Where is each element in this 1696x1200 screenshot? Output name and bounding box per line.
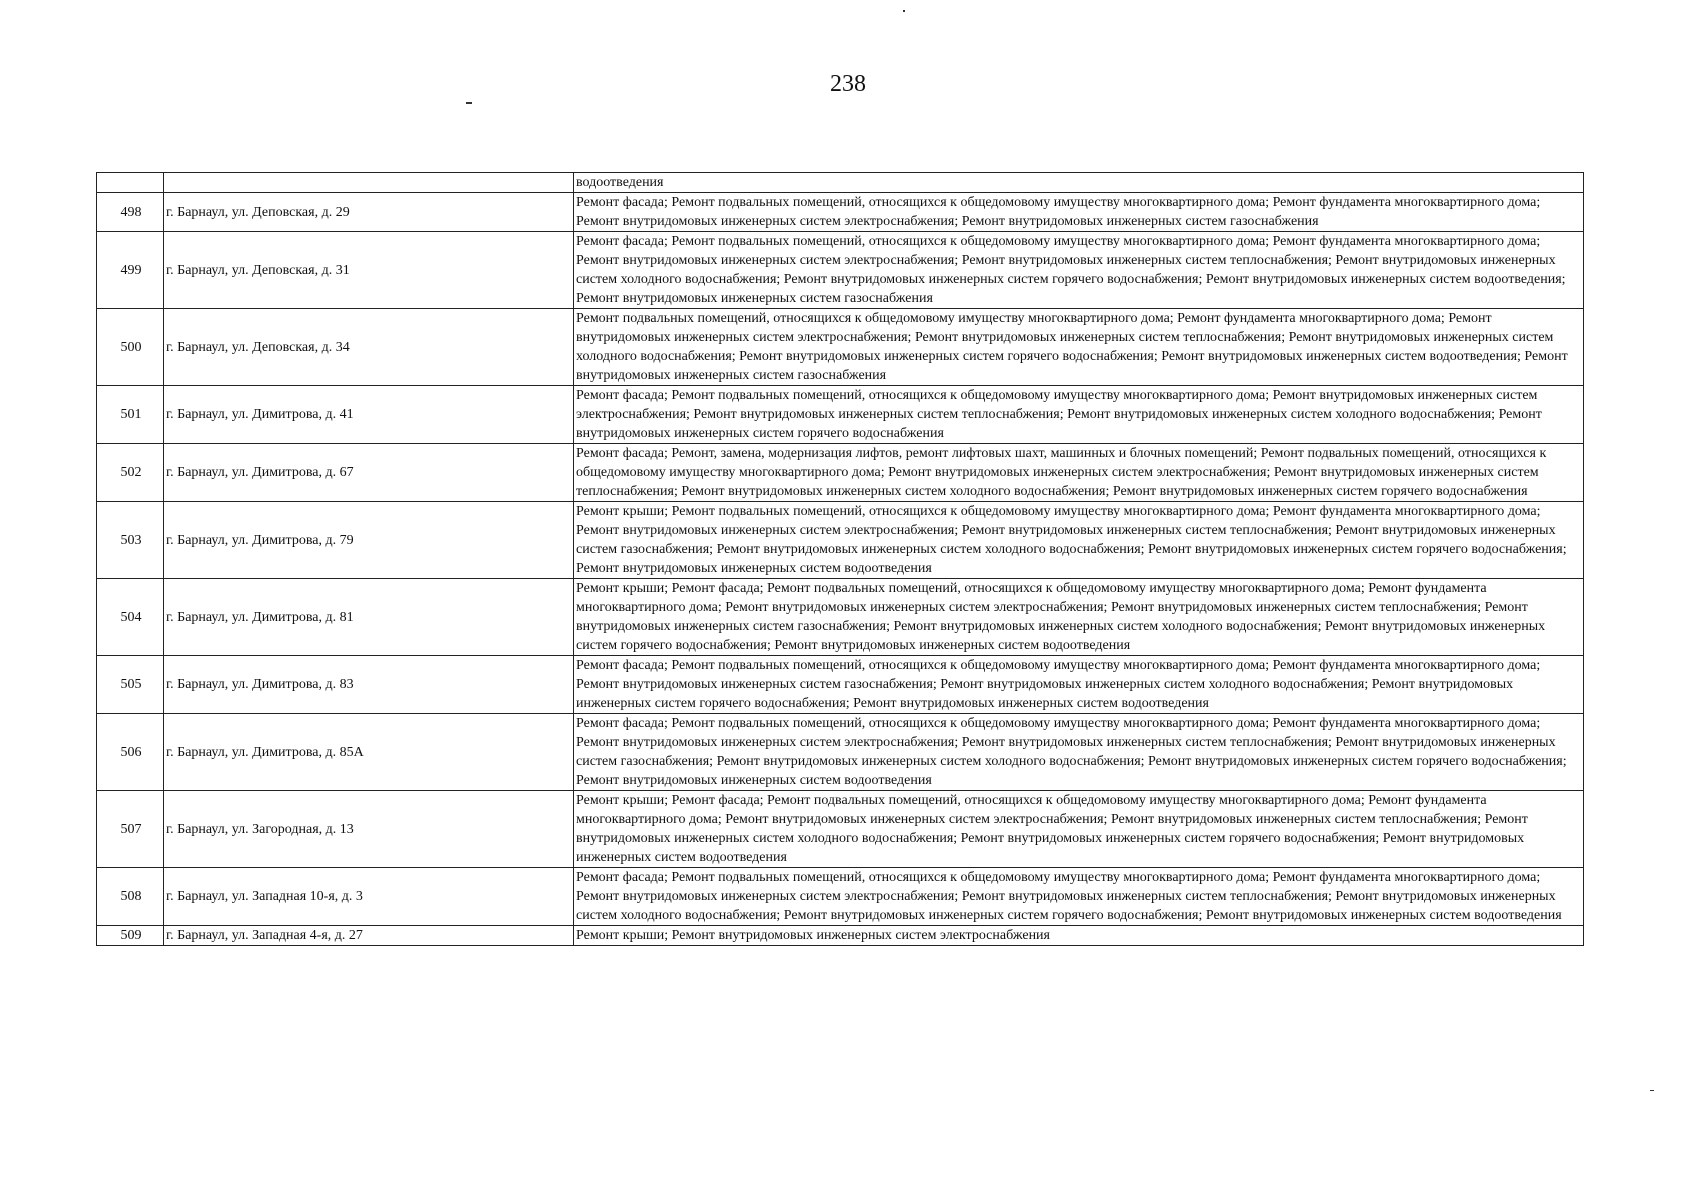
table-row [97, 444, 1584, 502]
works-cell: Ремонт фасада; Ремонт подвальных помещений, относящихся к общедомовому имуществу многоквартирного дома; Ремонт фундамента многоквартирного дома; Ремонт внутридомовых инженерных систем электроснабжения; Ремонт внутридомовых инженерных систем теплоснабжения; Ремонт внутридомовых инженерных систем холодного водоснабжения; Ремонт внутридомовых инженерных систем горячего водоснабжения; Ремонт внутридомовых инженерных систем водоотведения [574, 868, 1584, 926]
works-cell: Ремонт фасада; Ремонт подвальных помещений, относящихся к общедомовому имуществу многоквартирного дома; Ремонт внутридомовых инженерных систем электроснабжения; Ремонт внутридомовых инженерных систем теплоснабжения; Ремонт внутридомовых инженерных систем холодного водоснабжения; Ремонт внутридомовых инженерных систем горячего водоснабжения [574, 386, 1584, 444]
table-row [97, 714, 1584, 791]
works-cell: Ремонт фасада; Ремонт подвальных помещений, относящихся к общедомовому имуществу многоквартирного дома; Ремонт фундамента многоквартирного дома; Ремонт внутридомовых инженерных систем электроснабжения; Ремонт внутридомовых инженерных систем газоснабжения [574, 193, 1584, 232]
row-number-cell: 501 [97, 386, 164, 444]
table-row [97, 502, 1584, 579]
address-cell: г. Барнаул, ул. Деповская, д. 29 [164, 193, 574, 232]
works-cell: Ремонт фасада; Ремонт, замена, модернизация лифтов, ремонт лифтовых шахт, машинных и блочных помещений; Ремонт подвальных помещений, относящихся к общедомовому имуществу многоквартирного дома; Ремонт внутридомовых инженерных систем электроснабжения; Ремонт внутридомовых инженерных систем теплоснабжения; Ремонт внутридомовых инженерных систем холодного водоснабжения; Ремонт внутридомовых инженерных систем горячего водоснабжения [574, 444, 1584, 502]
row-number-cell: 498 [97, 193, 164, 232]
row-number-cell: 502 [97, 444, 164, 502]
scan-artifact-mark [466, 102, 472, 104]
table-row-continuation [97, 173, 1584, 193]
row-number-cell: 499 [97, 232, 164, 309]
repair-works-table [96, 172, 1584, 946]
address-cell [164, 173, 574, 193]
table-row [97, 926, 1584, 946]
address-cell: г. Барнаул, ул. Димитрова, д. 85А [164, 714, 574, 791]
table-row [97, 868, 1584, 926]
works-cell: Ремонт подвальных помещений, относящихся к общедомовому имуществу многоквартирного дома; Ремонт фундамента многоквартирного дома; Ремонт внутридомовых инженерных систем электроснабжения; Ремонт внутридомовых инженерных систем теплоснабжения; Ремонт внутридомовых инженерных систем холодного водоснабжения; Ремонт внутридомовых инженерных систем горячего водоснабжения; Ремонт внутридомовых инженерных систем водоотведения; Ремонт внутридомовых инженерных систем газоснабжения [574, 309, 1584, 386]
row-number-cell: 506 [97, 714, 164, 791]
address-cell: г. Барнаул, ул. Димитрова, д. 41 [164, 386, 574, 444]
row-number-cell: 500 [97, 309, 164, 386]
address-cell: г. Барнаул, ул. Димитрова, д. 67 [164, 444, 574, 502]
row-number-cell: 503 [97, 502, 164, 579]
works-cell: Ремонт фасада; Ремонт подвальных помещений, относящихся к общедомовому имуществу многоквартирного дома; Ремонт фундамента многоквартирного дома; Ремонт внутридомовых инженерных систем электроснабжения; Ремонт внутридомовых инженерных систем теплоснабжения; Ремонт внутридомовых инженерных систем холодного водоснабжения; Ремонт внутридомовых инженерных систем горячего водоснабжения; Ремонт внутридомовых инженерных систем водоотведения; Ремонт внутридомовых инженерных систем газоснабжения [574, 232, 1584, 309]
address-cell: г. Барнаул, ул. Западная 4-я, д. 27 [164, 926, 574, 946]
works-cell: водоотведения [574, 173, 1584, 193]
works-cell: Ремонт крыши; Ремонт внутридомовых инженерных систем электроснабжения [574, 926, 1584, 946]
row-number-cell [97, 173, 164, 193]
row-number-cell: 509 [97, 926, 164, 946]
scan-artifact-mark [1650, 1090, 1654, 1091]
table-row [97, 193, 1584, 232]
address-cell: г. Барнаул, ул. Димитрова, д. 79 [164, 502, 574, 579]
row-number-cell: 505 [97, 656, 164, 714]
works-cell: Ремонт фасада; Ремонт подвальных помещений, относящихся к общедомовому имуществу многоквартирного дома; Ремонт фундамента многоквартирного дома; Ремонт внутридомовых инженерных систем электроснабжения; Ремонт внутридомовых инженерных систем теплоснабжения; Ремонт внутридомовых инженерных систем газоснабжения; Ремонт внутридомовых инженерных систем холодного водоснабжения; Ремонт внутридомовых инженерных систем горячего водоснабжения; Ремонт внутридомовых инженерных систем водоотведения [574, 714, 1584, 791]
address-cell: г. Барнаул, ул. Димитрова, д. 81 [164, 579, 574, 656]
address-cell: г. Барнаул, ул. Димитрова, д. 83 [164, 656, 574, 714]
page-number: 238 [830, 71, 866, 97]
table-row [97, 791, 1584, 868]
works-cell: Ремонт крыши; Ремонт подвальных помещений, относящихся к общедомовому имуществу многоквартирного дома; Ремонт фундамента многоквартирного дома; Ремонт внутридомовых инженерных систем электроснабжения; Ремонт внутридомовых инженерных систем теплоснабжения; Ремонт внутридомовых инженерных систем газоснабжения; Ремонт внутридомовых инженерных систем холодного водоснабжения; Ремонт внутридомовых инженерных систем горячего водоснабжения; Ремонт внутридомовых инженерных систем водоотведения [574, 502, 1584, 579]
address-cell: г. Барнаул, ул. Деповская, д. 31 [164, 232, 574, 309]
table-row [97, 232, 1584, 309]
row-number-cell: 507 [97, 791, 164, 868]
table-row [97, 579, 1584, 656]
table-row [97, 309, 1584, 386]
works-cell: Ремонт фасада; Ремонт подвальных помещений, относящихся к общедомовому имуществу многоквартирного дома; Ремонт фундамента многоквартирного дома; Ремонт внутридомовых инженерных систем газоснабжения; Ремонт внутридомовых инженерных систем холодного водоснабжения; Ремонт внутридомовых инженерных систем горячего водоснабжения; Ремонт внутридомовых инженерных систем водоотведения [574, 656, 1584, 714]
row-number-cell: 508 [97, 868, 164, 926]
works-cell: Ремонт крыши; Ремонт фасада; Ремонт подвальных помещений, относящихся к общедомовому имуществу многоквартирного дома; Ремонт фундамента многоквартирного дома; Ремонт внутридомовых инженерных систем электроснабжения; Ремонт внутридомовых инженерных систем теплоснабжения; Ремонт внутридомовых инженерных систем газоснабжения; Ремонт внутридомовых инженерных систем холодного водоснабжения; Ремонт внутридомовых инженерных систем горячего водоснабжения; Ремонт внутридомовых инженерных систем водоотведения [574, 579, 1584, 656]
scan-artifact-mark [903, 10, 905, 12]
works-cell: Ремонт крыши; Ремонт фасада; Ремонт подвальных помещений, относящихся к общедомовому имуществу многоквартирного дома; Ремонт фундамента многоквартирного дома; Ремонт внутридомовых инженерных систем электроснабжения; Ремонт внутридомовых инженерных систем теплоснабжения; Ремонт внутридомовых инженерных систем холодного водоснабжения; Ремонт внутридомовых инженерных систем горячего водоснабжения; Ремонт внутридомовых инженерных систем водоотведения [574, 791, 1584, 868]
address-cell: г. Барнаул, ул. Деповская, д. 34 [164, 309, 574, 386]
row-number-cell: 504 [97, 579, 164, 656]
table-row [97, 386, 1584, 444]
address-cell: г. Барнаул, ул. Западная 10-я, д. 3 [164, 868, 574, 926]
table-row [97, 656, 1584, 714]
address-cell: г. Барнаул, ул. Загородная, д. 13 [164, 791, 574, 868]
